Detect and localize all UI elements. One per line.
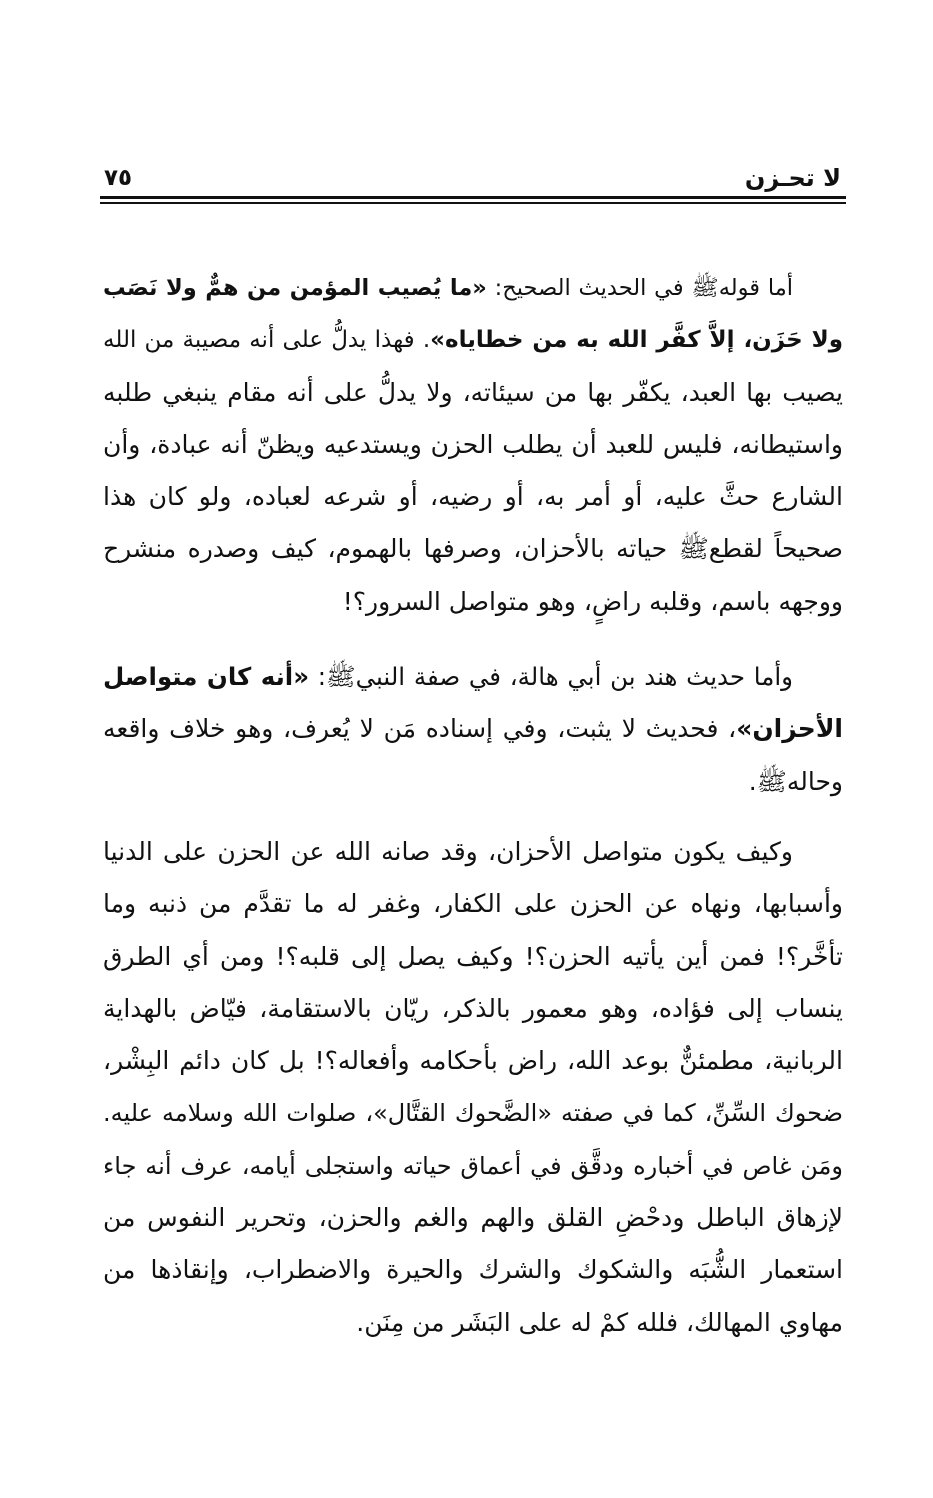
text-line: ينساب إلى فؤاده، وهو معمور بالذكر، ريّان بالاستقامة، فيّاض بالهداية: [103, 993, 843, 1023]
quoted-hadith: «ما يُصيب المؤمن من همٌّ ولا نَصَب: [103, 275, 487, 301]
text-segment: وأما حديث هند بن أبي هالة، في صفة النبيﷺ:: [309, 662, 794, 692]
paragraph: [103, 826, 843, 1349]
paragraph: [103, 651, 843, 808]
text-segment: ، فحديث لا يثبت، وفي إسناده مَن لا يُعرف، وهو خلاف واقعه: [103, 714, 737, 744]
text-line: ومَن غاص في أخباره ودقَّق في أعماق حياته واستجلى أيامه، عرف أنه جاء: [103, 1151, 843, 1180]
body-text: [103, 262, 843, 1349]
quoted-hadith: «أنه كان متواصل: [103, 662, 310, 692]
header-rule-thin: [100, 202, 846, 204]
text-line: تأخَّر؟! فمن أين يأتيه الحزن؟! وكيف يصل إلى قلبه؟! ومن أي الطرق: [103, 941, 843, 971]
text-line: ووجهه باسم، وقلبه راضٍ، وهو متواصل السرور؟!: [342, 586, 843, 616]
text-line: يصيب بها العبد، يكفّر بها من سيئاته، ولا يدلُّ على أنه مقام ينبغي طلبه: [103, 377, 843, 407]
quoted-hadith: الأحزان»: [736, 714, 843, 744]
text-line: وكيف يكون متواصل الأحزان، وقد صانه الله عن الحزن على الدنيا: [103, 836, 793, 866]
text-line: وحالهﷺ.: [748, 766, 843, 796]
text-segment: أما قولهﷺ في الحديث الصحيح:: [486, 275, 793, 301]
quoted-hadith: ولا حَزَن، إلاَّ كفَّر الله به من خطاياه»: [430, 327, 843, 354]
header-rule-thick: [100, 196, 846, 199]
text-line: [103, 651, 843, 703]
text-line: [103, 262, 843, 314]
text-line: لإزهاق الباطل ودحْضِ القلق والهم والغم والحزن، وتحرير النفوس من: [103, 1203, 843, 1233]
text-line: مهاوي المهالك، فلله كمْ له على البَشَر من مِنَن.: [356, 1307, 843, 1337]
text-segment: . فهذا يدلُّ على أنه مصيبة من الله: [103, 327, 431, 354]
paragraph: [103, 262, 843, 628]
text-line: وأسبابها، ونهاه عن الحزن على الكفار، وغفر له ما تقدَّم من ذنبه وما: [103, 889, 843, 919]
text-line: ضحوك السِّنِّ، كما في صفته «الضَّحوك القتَّال»، صلوات الله وسلامه عليه.: [103, 1099, 843, 1128]
text-line: [103, 314, 843, 366]
text-line: واستيطانه، فليس للعبد أن يطلب الحزن ويستدعيه ويظنّ أنه عبادة، وأن: [103, 429, 843, 459]
text-line: الشارع حثَّ عليه، أو أمر به، أو رضيه، أو شرعه لعباده، ولو كان هذا: [103, 482, 843, 512]
running-head-title: لا تحـزن: [744, 164, 841, 192]
page-number: ٧٥: [104, 165, 133, 191]
text-line: استعمار الشُّبَه والشكوك والشرك والحيرة والاضطراب، وإنقاذها من: [103, 1255, 843, 1285]
text-line: صحيحاً لقطعﷺ حياته بالأحزان، وصرفها بالهموم، كيف وصدره منشرح: [103, 534, 843, 564]
text-line: [103, 703, 843, 755]
text-line: الربانية، مطمئنٌّ بوعد الله، راض بأحكامه وأفعاله؟! بل كان دائم البِشْر،: [103, 1046, 843, 1076]
